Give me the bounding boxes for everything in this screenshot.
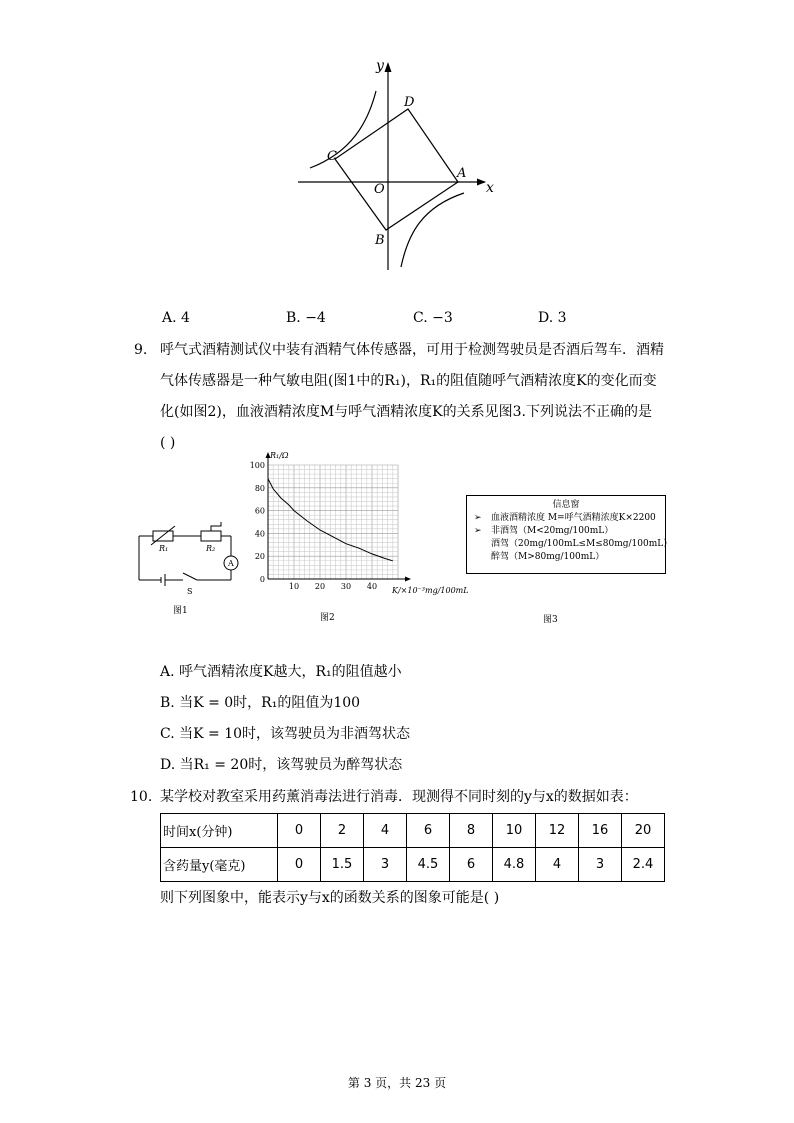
switch-icon bbox=[183, 573, 197, 580]
point-d-label: D bbox=[404, 95, 415, 110]
hyperbola-lower-right bbox=[401, 193, 464, 267]
q8-option-c[interactable]: C. −3 bbox=[413, 310, 453, 326]
chart-x-axis-arrow bbox=[405, 577, 411, 582]
chart-ylabel: R₁/Ω bbox=[270, 451, 289, 460]
q9-option-c[interactable]: C. 当K = 10时，该驾驶员为非酒驾状态 bbox=[160, 726, 411, 742]
q8-option-a[interactable]: A. 4 bbox=[162, 310, 190, 326]
q9-number: 9. bbox=[134, 342, 148, 358]
q9-fig3-infobox bbox=[466, 495, 673, 574]
infobox-row-2 bbox=[467, 525, 665, 538]
table-cell: 0 bbox=[278, 848, 321, 882]
resistor-r2 bbox=[201, 531, 221, 541]
table-cell: 20 bbox=[622, 814, 665, 848]
x-axis-arrow bbox=[477, 179, 486, 186]
table-cell: 2.4 bbox=[622, 848, 665, 882]
y-tick-label: 80 bbox=[254, 483, 265, 493]
fig2-caption: 图2 bbox=[320, 613, 335, 623]
table-row bbox=[161, 814, 665, 848]
q9-option-a[interactable]: A. 呼气酒精浓度K越大，R₁的阻值越小 bbox=[160, 664, 402, 680]
page-footer: 第 3 页，共 23 页 bbox=[347, 1076, 447, 1090]
bullet-arrow-icon: ➢ bbox=[474, 526, 482, 536]
q10-question: 则下列图象中，能表示y与x的函数关系的图象可能是( ) bbox=[160, 890, 500, 906]
table-cell: 4.5 bbox=[407, 848, 450, 882]
table-cell: 3 bbox=[579, 848, 622, 882]
y-tick-label: 40 bbox=[254, 529, 265, 539]
q9-line-2: 气体传感器是一种气敏电阻(图1中的R₁)，R₁的阻值随呼气酒精浓度K的变化而变 bbox=[160, 373, 657, 389]
q10-data-table bbox=[160, 813, 665, 882]
point-a-label: A bbox=[457, 166, 467, 181]
table-cell: 8 bbox=[450, 814, 493, 848]
q9-option-d[interactable]: D. 当R₁ = 20时，该驾驶员为醉驾状态 bbox=[160, 757, 403, 773]
table-cell: 3 bbox=[364, 848, 407, 882]
y-tick-label: 60 bbox=[254, 506, 265, 516]
table-cell: 2 bbox=[321, 814, 364, 848]
table-cell: 4 bbox=[536, 848, 579, 882]
r2-label: R₂ bbox=[206, 544, 216, 553]
table-row bbox=[161, 848, 665, 882]
table-cell: 16 bbox=[579, 814, 622, 848]
q10-stem: 某学校对教室采用药薰消毒法进行消毒．现测得不同时刻的y与x的数据如表： bbox=[160, 789, 638, 805]
chart-axes bbox=[266, 452, 412, 582]
table-cell: 12 bbox=[536, 814, 579, 848]
infobox-row-1 bbox=[467, 512, 665, 525]
q8-coordinate-figure bbox=[290, 52, 500, 274]
q9-fig2-chart bbox=[250, 450, 475, 625]
r1-arrow bbox=[151, 526, 175, 545]
fig1-caption: 图1 bbox=[173, 606, 188, 615]
infobox-row-3 bbox=[467, 538, 673, 551]
q8-option-b[interactable]: B. −4 bbox=[286, 310, 326, 326]
hyperbola-upper-left bbox=[310, 91, 376, 168]
fig3-caption: 图3 bbox=[543, 615, 558, 625]
switch-label: S bbox=[187, 587, 193, 596]
q10-number: 10. bbox=[130, 789, 153, 805]
q9-line-3: 化(如图2)，血液酒精浓度M与呼气酒精浓度K的关系见图3.下列说法不正确的是 bbox=[160, 404, 652, 420]
infobox-row-text: 酒驾（20mg/100mL≤M≤80mg/100mL） bbox=[491, 539, 673, 549]
infobox-row-text: 血液酒精浓度 M=呼气酒精浓度K×2200 bbox=[491, 513, 656, 523]
table-cell: 4.8 bbox=[493, 848, 536, 882]
table-row-head: 时间x(分钟) bbox=[161, 814, 278, 848]
infobox-row-text: 非酒驾（M<20mg/100mL） bbox=[491, 526, 614, 536]
square-abcd bbox=[335, 109, 458, 230]
q8-option-d[interactable]: D. 3 bbox=[538, 310, 567, 326]
ammeter-label: A bbox=[228, 559, 234, 568]
r2-slider bbox=[211, 522, 221, 531]
infobox-row-text: 醉驾（M>80mg/100mL） bbox=[491, 552, 605, 562]
q9-option-b[interactable]: B. 当K = 0时，R₁的阻值为100 bbox=[160, 695, 361, 711]
table-cell: 1.5 bbox=[321, 848, 364, 882]
y-tick-label: 20 bbox=[254, 552, 265, 562]
x-tick-label: 40 bbox=[366, 582, 378, 591]
r1-label: R₁ bbox=[159, 544, 169, 553]
table-cell: 10 bbox=[493, 814, 536, 848]
table-cell: 6 bbox=[407, 814, 450, 848]
y-tick-label: 100 bbox=[250, 461, 265, 470]
table-cell: 4 bbox=[364, 814, 407, 848]
infobox-title: 信息窗 bbox=[552, 500, 580, 510]
y-tick-label: 0 bbox=[259, 575, 265, 584]
origin-label: O bbox=[374, 182, 385, 197]
table-row-head: 含药量y(毫克) bbox=[161, 848, 278, 882]
x-tick-label: 10 bbox=[288, 582, 300, 591]
x-tick-label: 20 bbox=[314, 582, 326, 591]
table-cell: 6 bbox=[450, 848, 493, 882]
table-cell: 0 bbox=[278, 814, 321, 848]
x-tick-label: 30 bbox=[340, 582, 352, 591]
q9-line-4: ( ) bbox=[160, 435, 176, 451]
point-c-label: C bbox=[327, 149, 337, 164]
infobox-row-4 bbox=[467, 551, 665, 564]
point-b-label: B bbox=[375, 233, 385, 248]
q9-fig1-circuit bbox=[135, 510, 245, 615]
chart-xlabel: K/×10⁻³mg/100mL bbox=[392, 586, 469, 595]
y-axis-arrow bbox=[385, 62, 392, 72]
bullet-arrow-icon: ➢ bbox=[474, 513, 482, 523]
q9-line-1: 呼气式酒精测试仪中装有酒精气体传感器，可用于检测驾驶员是否酒后驾车．酒精 bbox=[160, 342, 664, 358]
x-axis-label: x bbox=[486, 180, 494, 196]
y-axis-label: y bbox=[376, 58, 384, 74]
chart-grid bbox=[268, 465, 398, 579]
